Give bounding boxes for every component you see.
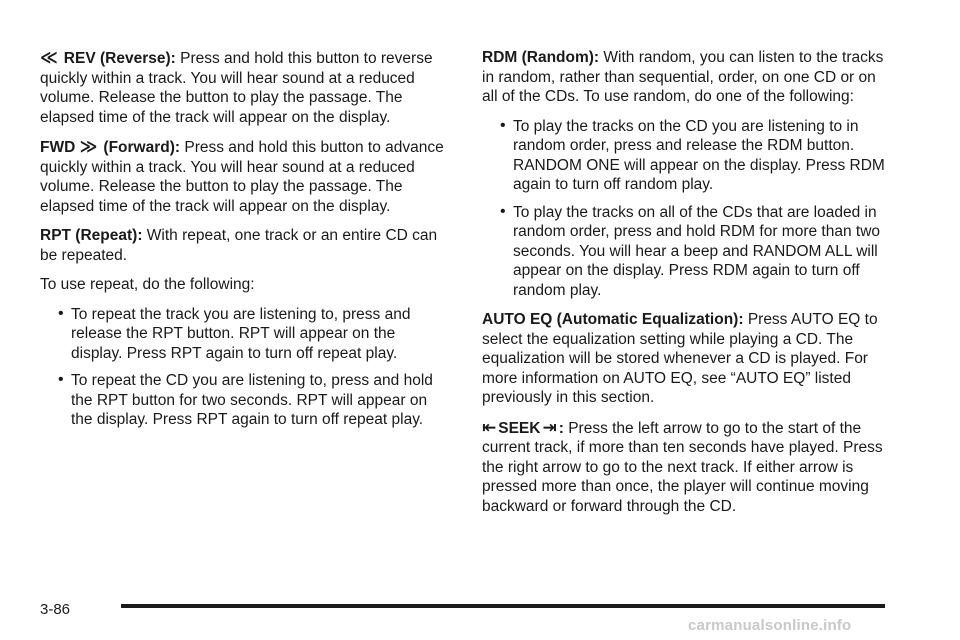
list-item <box>40 371 450 430</box>
seek-term: SEEK <box>498 419 541 437</box>
seek-forward-arrow-icon: ⇥ <box>542 417 557 437</box>
rev-paragraph <box>40 48 450 127</box>
rdm-text: With random, you can listen to the tracks in random, rather than sequential, order, on one CD or on all of the CDs. To use random, do one of the following: <box>482 49 884 105</box>
left-column <box>40 48 450 440</box>
rewind-double-chevron-icon: ≪ <box>40 48 58 67</box>
auto-eq-text: Press AUTO EQ to select the equalization setting while playing a CD. The equalization will be stored whenever a CD is played. For more information on AUTO EQ, see “AUTO EQ” listed previously in this section. <box>482 311 878 406</box>
list-item <box>40 305 450 364</box>
repeat-bullet-list <box>40 305 450 430</box>
repeat-intro: To use repeat, do the following: <box>40 276 255 293</box>
bullet-icon: • <box>500 202 506 220</box>
rdm-paragraph <box>482 48 892 107</box>
random-bullet-list <box>482 117 892 301</box>
watermark: carmanualsonline.info <box>688 617 852 634</box>
bullet-icon: • <box>58 304 64 322</box>
fwd-paragraph <box>40 137 450 216</box>
bullet-text: To repeat the CD you are listening to, press and hold the RPT button for two seconds. RPT will appear on the display. Press RPT again to turn off repeat play. <box>71 372 433 428</box>
page-number: 3-86 <box>40 601 71 618</box>
fast-forward-double-chevron-icon: ≫ <box>79 137 98 156</box>
list-item <box>482 117 892 195</box>
rev-text: Press and hold this button to reverse quickly within a track. You will hear sound at a reduced volume. Release the button to play the passage. The elapsed time of the track will appear on the display. <box>40 50 433 126</box>
right-column <box>482 48 892 526</box>
bullet-icon: • <box>58 371 64 388</box>
fwd-text: Press and hold this button to advance quickly within a track. You will hear sound at a reduced volume. Release the button to play the passage. The elapsed time of the track will appear on the display. <box>40 139 444 215</box>
rpt-paragraph <box>40 226 450 265</box>
fwd-term: (Forward): <box>103 139 181 156</box>
bullet-text: To repeat the track you are listening to, press and release the RPT button. RPT will appear on the display. Press RPT again to turn off repeat play. <box>71 305 411 362</box>
seek-paragraph <box>482 418 892 517</box>
rpt-term: RPT (Repeat): <box>40 227 143 244</box>
seek-text: Press the left arrow to go to the start of the current track, if more than ten seconds have played. Press the right arrow to go to the next track. If either arrow is pressed more than once, the player will continue moving backward or forward through the CD. <box>482 419 883 515</box>
rpt-text: With repeat, one track or an entire CD can be repeated. <box>40 227 438 264</box>
seek-colon: : <box>558 419 564 437</box>
auto-eq-paragraph <box>482 310 892 408</box>
bullet-icon: • <box>500 116 506 134</box>
bullet-text: To play the tracks on the CD you are listening to in random order, press and release the RDM button. RANDOM ONE will appear on the display. Press RDM again to turn off random play. <box>513 117 885 193</box>
seek-back-arrow-icon: ⇤ <box>482 417 497 437</box>
rev-term: REV (Reverse): <box>63 50 176 67</box>
footer-rule <box>121 604 885 608</box>
rdm-term: RDM (Random): <box>482 49 600 66</box>
bullet-text: To play the tracks on all of the CDs that are loaded in random order, press and hold RDM for more than two seconds. You will hear a beep and RANDOM ALL will appear on the display. Press RDM again to turn off random play. <box>513 203 881 299</box>
auto-eq-term: AUTO EQ (Automatic Equalization): <box>482 311 744 328</box>
fwd-prefix: FWD <box>40 139 76 156</box>
list-item <box>482 203 892 301</box>
